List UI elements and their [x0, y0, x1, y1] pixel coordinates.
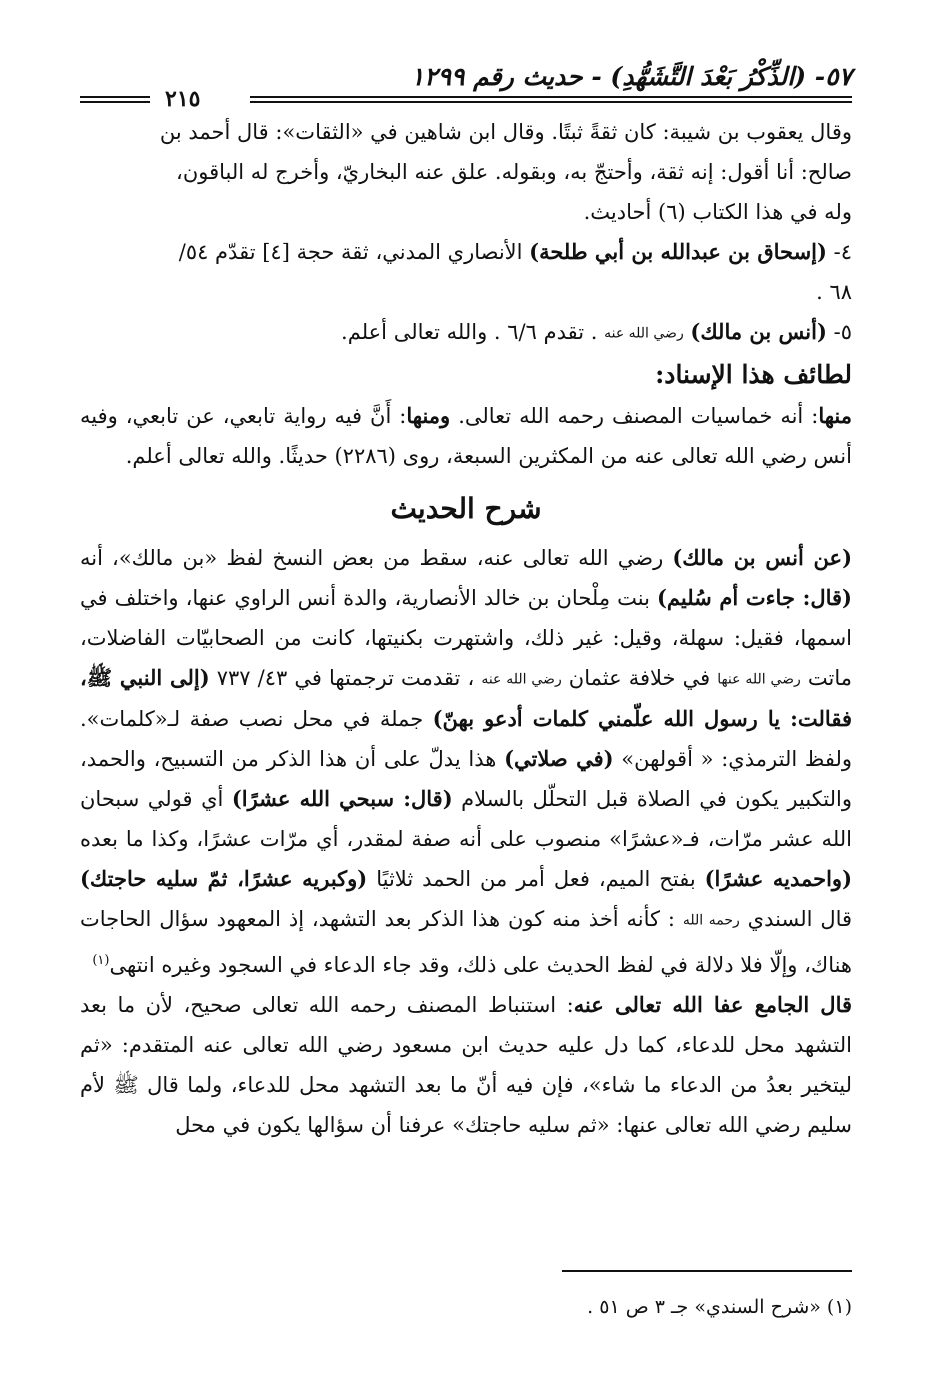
footnote-rule	[562, 1270, 852, 1272]
honorific-glyph: رضي الله عنها	[717, 671, 801, 687]
honorific-glyph: رضي الله عنه	[604, 325, 684, 342]
sharh-paragraph	[80, 538, 852, 985]
narrator-info: . تقدم ٦/٦ . والله تعالى أعلم.	[341, 320, 605, 344]
narrator-4	[80, 232, 852, 272]
narrator-number: ٤-	[826, 240, 852, 264]
quoted-phrase: (إلى النبي ﷺ، فقالت: يا رسول الله علّمني كلمات أدعو بهنّ)	[80, 664, 852, 731]
narrator-number: ٥-	[826, 320, 852, 344]
lead-phrase: قال الجامع عفا الله تعالى عنه	[573, 991, 853, 1017]
quoted-phrase: (قال: سبحي الله عشرًا)	[231, 786, 453, 811]
narrator-paragraph	[80, 112, 852, 232]
text-span: ، تقدمت ترجمتها في ٤٣/ ٧٣٧	[209, 665, 482, 690]
narrator-name: (أنس بن مالك)	[690, 319, 827, 344]
footnote: (١) «شرح السندي» جـ ٣ ص ٥١ .	[587, 1296, 852, 1318]
text-span: : أنه خماسيات المصنف رحمه الله تعالى.	[450, 403, 819, 428]
narrator-5	[80, 312, 852, 354]
page-number: ٢١٥	[165, 86, 201, 112]
running-header	[80, 52, 852, 112]
quoted-phrase: (قال: جاءت أم سُليم)	[656, 584, 852, 610]
header-title: ٥٧- (الذِّكْرُ بَعْدَ التَّشَهُّدِ) - حديث رقم ١٢٩٩	[410, 62, 852, 91]
quoted-phrase: (واحمديه عشرًا)	[704, 866, 853, 891]
honorific-glyph: رضي الله عنه	[481, 671, 562, 687]
text-span: جملة في محل نصب صفة لـ«كلمات». ولفظ الترمذي: « أقولهن»	[80, 707, 852, 771]
quoted-phrase: (في صلاتي)	[504, 746, 614, 771]
header-rule-short	[80, 96, 150, 103]
text-span: بنت مِلْحان بن خالد الأنصارية، والدة أنس الراوي عنها، واختلف في اسمها، فقيل: سهلة، وقيل: غير ذلك، واشتهرت بكنيتها، كانت من الصحابيّات الفاضلات، ماتت	[80, 585, 852, 690]
text-span: رضي الله تعالى عنه، سقط من بعض النسخ لفظ «بن مالك»، أنه	[80, 545, 673, 570]
text-span: أي قولي سبحان الله عشر مرّات، فـ«عشرًا» منصوب على أنه صفة لمقدر، أي مرّات عشرًا، وكذا ما بعده	[80, 787, 852, 851]
lead-word: ومنها	[406, 402, 451, 428]
narrator-name: (إسحاق بن عبدالله بن أبي طلحة)	[529, 239, 827, 264]
text-span: هذا يدلّ على أن هذا الذكر من التسبيح، والحمد، والتكبير يكون في الصلاة قبل التحلّل بالسلام	[80, 747, 852, 811]
quoted-phrase: (عن أنس بن مالك)	[672, 544, 853, 570]
text-span: قال السندي	[739, 907, 853, 931]
text-span: : كأنه أخذ منه كون هذا الذكر بعد التشهد، إذ المعهود سؤال الحاجات هناك، وإلّا فلا دلالة في لفظ الحديث على ذلك، وقد جاء الدعاء في السجود وغيره انتهى	[80, 907, 852, 977]
text-span: : استنباط المصنف رحمه الله تعالى صحيح، لأن ما بعد التشهد محل للدعاء، كما دل عليه حديث ابن مسعود رضي الله تعالى عنه المتقدم: «ثم ليتخير بعدُ من الدعاء ما شاء»، فإن فيه أنّ ما بعد التشهد محل للدعاء، ولما قال ﷺ لأم سليم رضي الله تعالى عنها: «ثم سليه حاجتك» عرفنا أن سؤالها يكون في محل	[80, 992, 852, 1137]
text-span: بفتح الميم، فعل أمر من الحمد ثلاثيًا	[367, 867, 705, 891]
text-line: وقال يعقوب بن شيبة: كان ثقةً ثبتًا. وقال ابن شاهين في «الثقات»: قال أحمد بن	[159, 120, 852, 144]
narrator-4-continued: ٦٨ .	[816, 280, 852, 304]
jami-paragraph	[80, 985, 852, 1145]
text-span: : أَنَّ فيه رواية تابعي، عن تابعي، وفيه أنس رضي الله تعالى عنه من المكثرين السبعة، روى (٢٢٨٦) حديثًا. والله تعالى أعلم.	[80, 403, 852, 468]
quoted-phrase: (وكبريه عشرًا، ثمّ سليه حاجتك)	[80, 866, 368, 891]
lead-word: منها	[818, 402, 852, 428]
isnad-paragraph	[80, 396, 852, 476]
honorific-glyph: رحمه الله	[682, 912, 740, 929]
book-page	[80, 52, 852, 1352]
text-line: وله في هذا الكتاب (٦) أحاديث.	[583, 200, 852, 224]
isnad-heading: لطائف هذا الإسناد:	[655, 359, 852, 389]
narrator-info: الأنصاري المدني، ثقة حجة [٤] تقدّم ٥٤/	[178, 240, 530, 264]
footnote-reference[interactable]: (١)	[92, 952, 110, 968]
text-span: في خلافة عثمان	[561, 665, 718, 690]
sharh-heading: شرح الحديث	[390, 491, 542, 525]
header-rule	[250, 96, 852, 103]
text-line: صالح: أنا أقول: إنه ثقة، وأحتجّ به، وبقوله. علق عنه البخاريّ، وأخرج له الباقون،	[176, 160, 852, 184]
